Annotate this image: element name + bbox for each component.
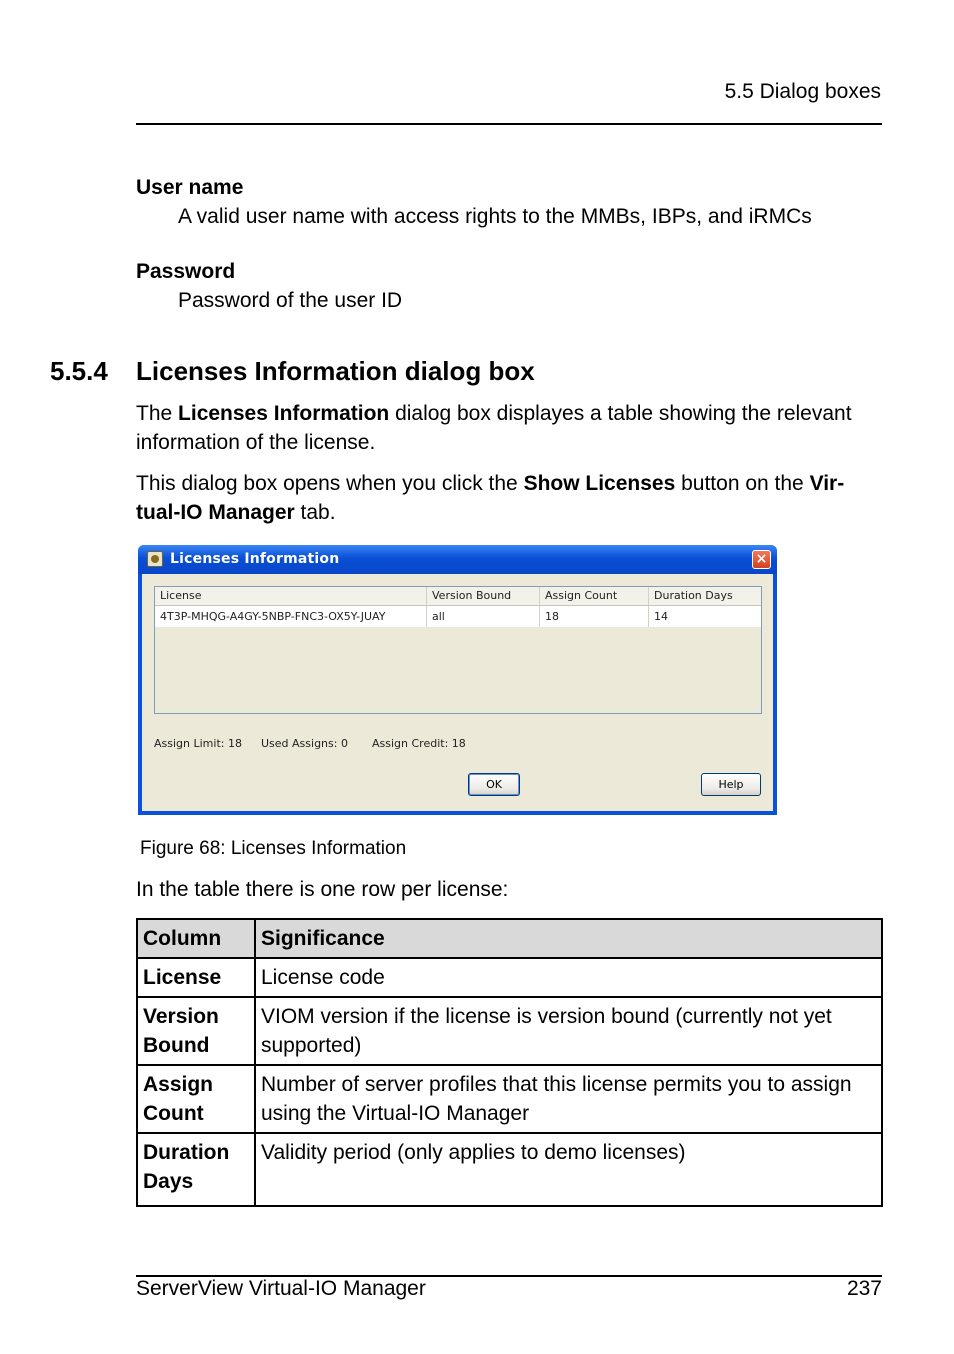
column-header-version-bound[interactable]: Version Bound	[427, 587, 540, 605]
assign-credit-label: Assign Credit: 18	[372, 737, 466, 750]
intro-paragraph-1	[136, 399, 882, 457]
dialog-title: Licenses Information	[170, 551, 340, 567]
column-header-duration-days[interactable]: Duration Days	[654, 589, 733, 602]
term-user-name: User name	[136, 176, 244, 199]
row-significance: Number of server profiles that this license permits you to assign using the Virtual-IO Manager	[255, 1065, 882, 1133]
column-header-assign-count[interactable]: Assign Count	[540, 587, 649, 605]
table-row	[137, 997, 882, 1065]
table-row	[137, 1133, 882, 1206]
cell-duration-days: 14	[654, 610, 668, 623]
table-header	[155, 587, 761, 606]
row-column: Version Bound	[137, 997, 255, 1065]
bold-text: Vir-tual-IO Manager	[136, 472, 845, 524]
table-intro: In the table there is one row per license:	[136, 878, 509, 901]
bold-text: Show Licenses	[523, 472, 676, 495]
row-column: Duration Days	[137, 1133, 255, 1206]
header-column: Column	[137, 919, 255, 958]
page-number: 237	[846, 1277, 882, 1300]
header-rule	[136, 123, 882, 125]
intro-paragraph-2	[136, 469, 882, 527]
term-password: Password	[136, 260, 236, 283]
licenses-table	[154, 586, 762, 714]
table-row	[137, 958, 882, 997]
text: dialog box displayes a table showing the relevant information of the license.	[136, 402, 852, 454]
cell-license: 4T3P-MHQG-A4GY-5NBP-FNC3-OX5Y-JUAY	[155, 606, 427, 627]
licenses-information-dialog	[138, 545, 777, 815]
text: tab.	[294, 501, 336, 524]
section-title: Licenses Information dialog box	[136, 356, 535, 386]
table-row[interactable]	[155, 606, 761, 627]
significance-table	[136, 918, 883, 1207]
def-user-name: A valid user name with access rights to the MMBs, IBPs, and iRMCs	[178, 205, 812, 228]
row-column: License	[137, 958, 255, 997]
app-icon	[147, 551, 163, 567]
row-column: Assign Count	[137, 1065, 255, 1133]
text: This dialog box opens when you click the	[136, 472, 524, 495]
bold-text: Licenses Information	[178, 402, 390, 425]
row-significance: Validity period (only applies to demo licenses)	[255, 1133, 882, 1206]
row-significance: VIOM version if the license is version bound (currently not yet supported)	[255, 997, 882, 1065]
assign-limit-label: Assign Limit: 18	[154, 737, 242, 750]
table-row	[137, 1065, 882, 1133]
cell-version-bound: all	[427, 606, 540, 627]
column-header-license[interactable]: License	[155, 587, 427, 605]
dialog-titlebar[interactable]	[138, 545, 777, 574]
close-icon[interactable]: ×	[752, 550, 771, 569]
row-significance: License code	[255, 958, 882, 997]
text: button on the	[675, 472, 810, 495]
text: The	[136, 402, 179, 425]
figure-caption: Figure 68: Licenses Information	[140, 838, 407, 859]
def-password: Password of the user ID	[178, 289, 403, 312]
help-button[interactable]: Help	[701, 773, 761, 796]
ok-button[interactable]: OK	[468, 773, 520, 796]
cell-assign-count: 18	[540, 606, 649, 627]
used-assigns-label: Used Assigns: 0	[261, 737, 348, 750]
footer-product: ServerView Virtual-IO Manager	[136, 1277, 426, 1300]
dialog-body	[142, 574, 773, 811]
section-number: 5.5.4	[50, 356, 108, 386]
header-significance: Significance	[255, 919, 882, 958]
running-header: 5.5 Dialog boxes	[724, 80, 881, 103]
table-header-row	[137, 919, 882, 958]
